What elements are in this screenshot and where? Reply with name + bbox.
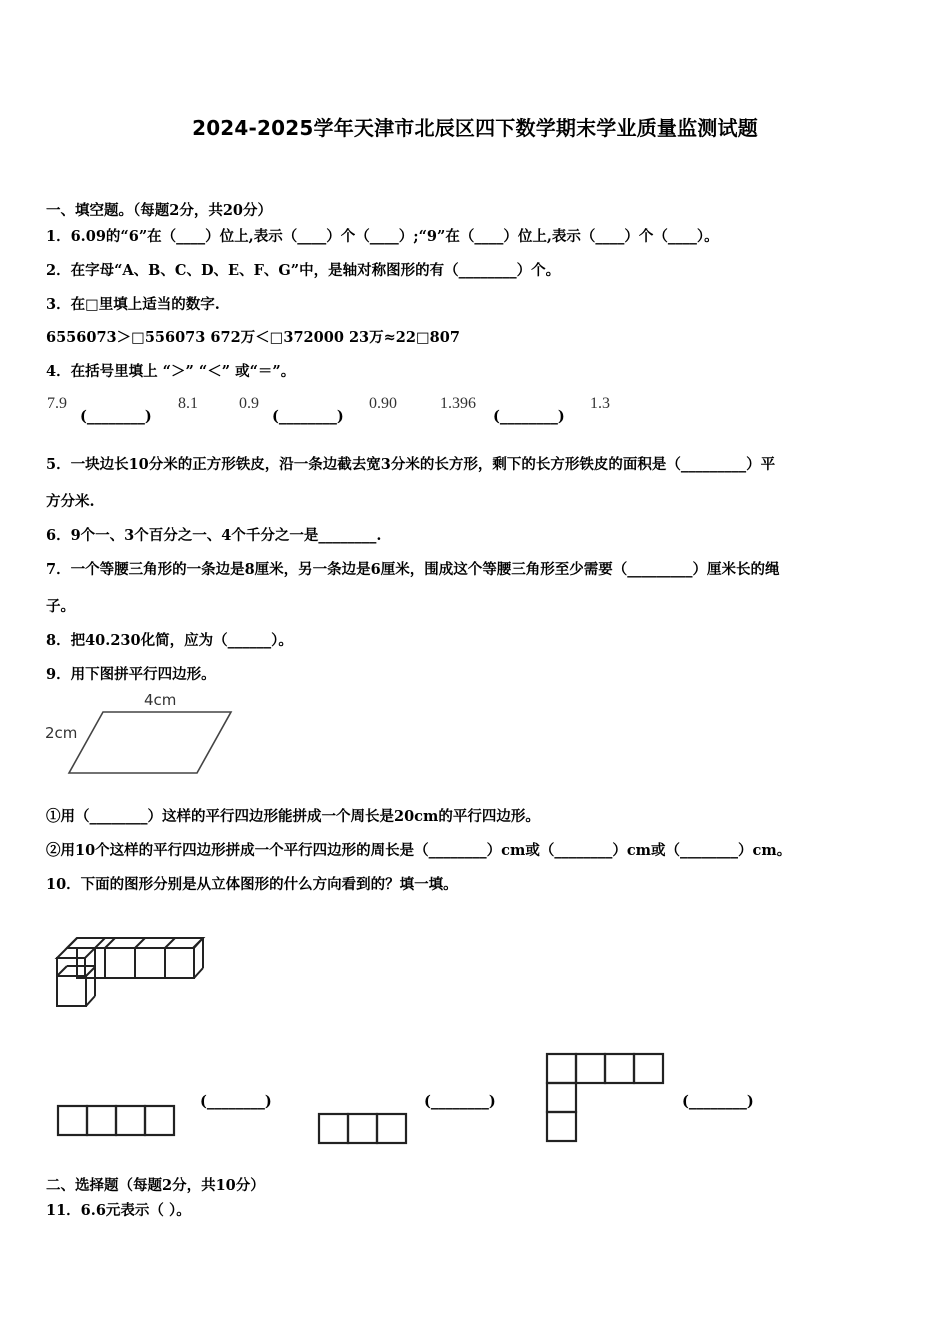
q4-pair-3-left: 1.396 xyxy=(440,395,476,412)
question-9-sub-1: ①用（________）这样的平行四边形能拼成一个周长是20cm的平行四边形。 xyxy=(46,808,540,825)
section-2-heading: 二、选择题（每题2分，共10分） xyxy=(46,1177,265,1194)
question-1: 1．6.09的“6”在（____）位上,表示（____）个（____）;“9”在（____）位上,表示（____）个（____）。 xyxy=(46,228,719,245)
section-1-heading: 一、填空题。（每题2分，共20分） xyxy=(46,202,273,219)
question-2: 2．在字母“A、B、C、D、E、F、G”中，是轴对称图形的有（________）个。 xyxy=(46,262,561,279)
question-11: 11．6.6元表示（ ）。 xyxy=(46,1202,191,1219)
question-7-line-2: 子。 xyxy=(46,598,75,615)
question-5-line-1: 5．一块边长10分米的正方形铁皮，沿一条边截去宽3分米的长方形，剩下的长方形铁皮的面积是（_________）平 xyxy=(46,456,776,473)
q4-pair-2-right: 0.90 xyxy=(369,395,397,412)
question-9-sub-2: ②用10个这样的平行四边形拼成一个平行四边形的周长是（________）cm或（________）cm或（________）cm。 xyxy=(46,842,792,859)
question-7-line-1: 7．一个等腰三角形的一条边是8厘米，另一条边是6厘米，围成这个等腰三角形至少需要（_________）厘米长的绳 xyxy=(46,561,780,578)
q4-pair-3-blank[interactable]: (________) xyxy=(493,408,565,425)
q4-pair-1-left: 7.9 xyxy=(47,395,67,412)
view-2-answer-blank[interactable]: (________) xyxy=(424,1093,496,1110)
q4-pair-2-left: 0.9 xyxy=(239,395,259,412)
question-8: 8．把40.230化简，应为（______）。 xyxy=(46,632,293,649)
question-9: 9．用下图拼平行四边形。 xyxy=(46,666,216,683)
question-10: 10．下面的图形分别是从立体图形的什么方向看到的？填一填。 xyxy=(46,876,458,893)
q4-pair-3-right: 1.3 xyxy=(590,395,610,412)
question-4: 4．在括号里填上 “＞” “＜” 或“＝”。 xyxy=(46,363,296,380)
question-6: 6．9个一、3个百分之一、4个千分之一是________. xyxy=(46,527,382,544)
q4-pair-2-blank[interactable]: (________) xyxy=(272,408,344,425)
parallelogram-side-label: 2cm xyxy=(45,724,78,742)
view-1-answer-blank[interactable]: (________) xyxy=(200,1093,272,1110)
question-3-items: 6556073＞□556073 672万＜□372000 23万≈22□807 xyxy=(46,329,460,346)
question-3: 3．在□里填上适当的数字. xyxy=(46,296,220,313)
question-5-line-2: 方分米. xyxy=(46,493,95,510)
q4-pair-1-blank[interactable]: (________) xyxy=(80,408,152,425)
page-title: 2024-2025学年天津市北辰区四下数学期末学业质量监测试题 xyxy=(192,116,758,140)
q4-pair-1-right: 8.1 xyxy=(178,395,198,412)
view-3-answer-blank[interactable]: (________) xyxy=(682,1093,754,1110)
parallelogram-top-label: 4cm xyxy=(144,691,177,709)
